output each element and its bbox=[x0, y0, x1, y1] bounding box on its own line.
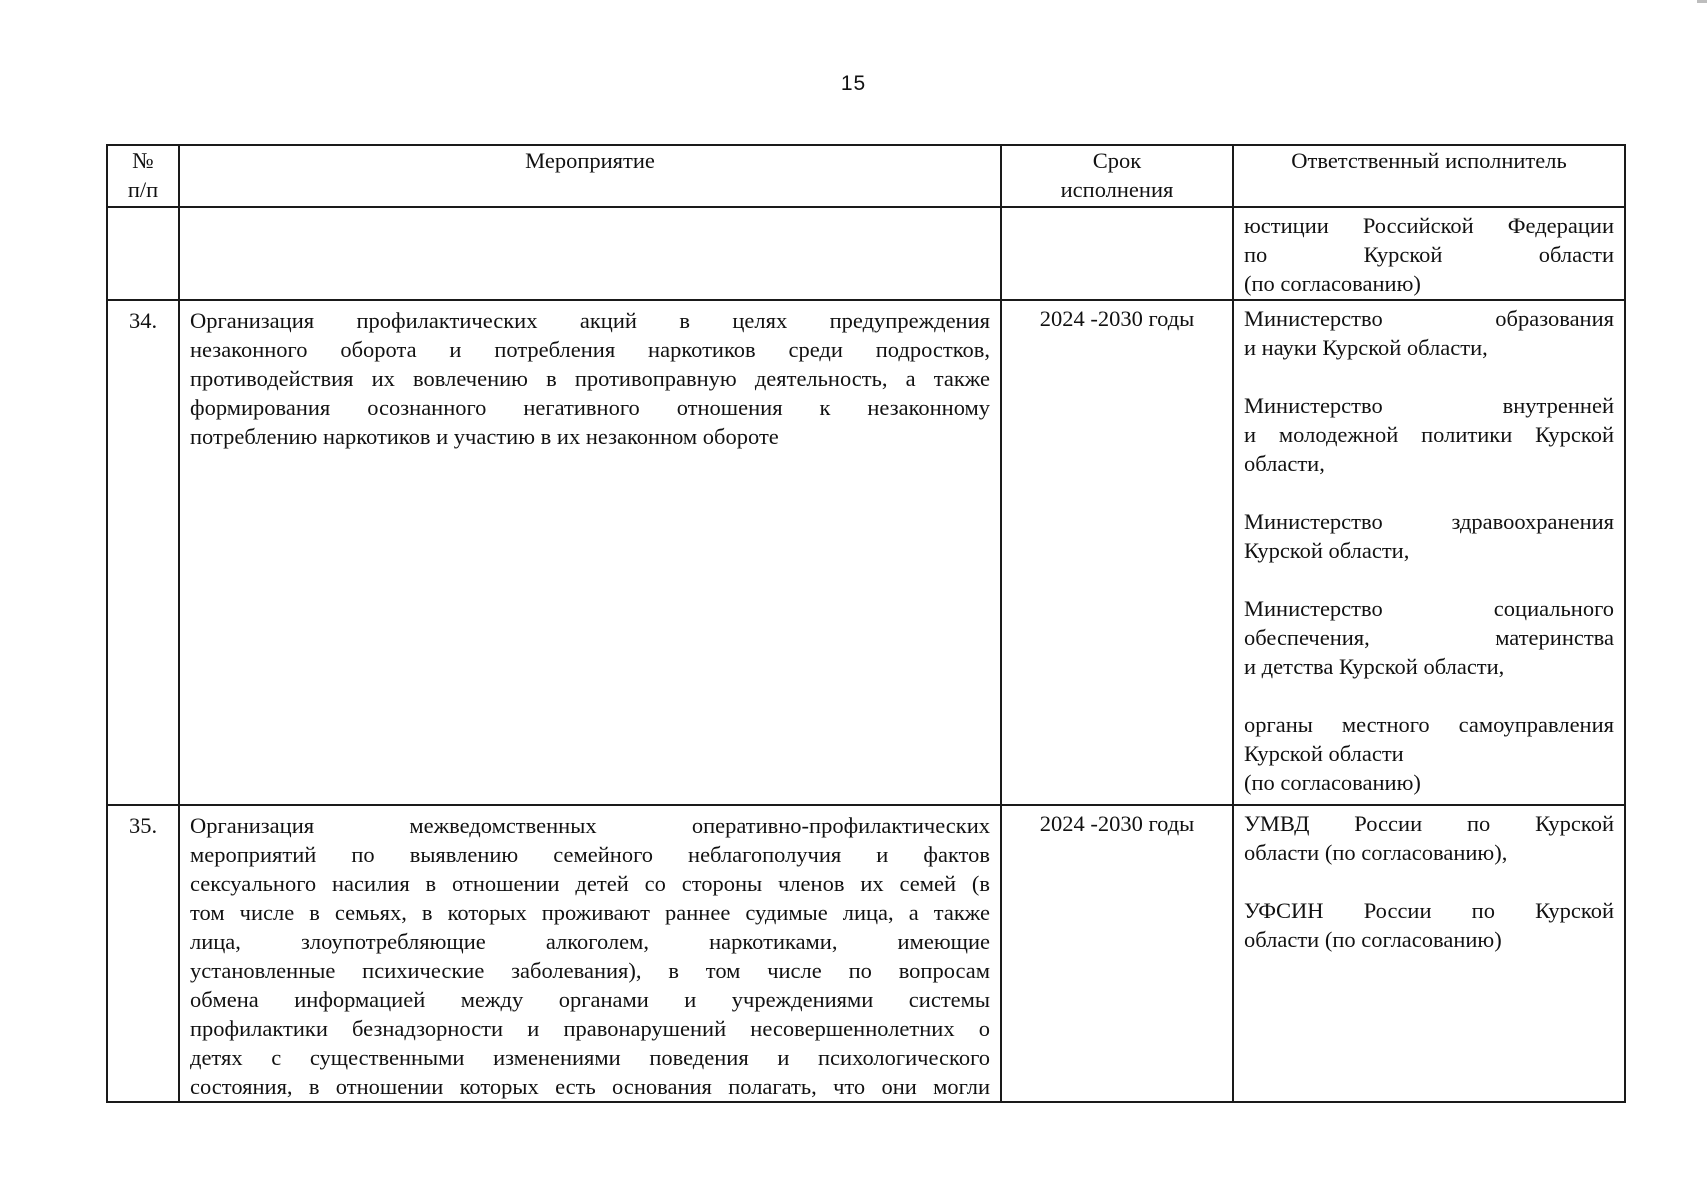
activity-plan-table bbox=[106, 144, 1626, 1103]
event-cell bbox=[179, 300, 1001, 805]
term-cell: 2024 -2030 годы bbox=[1001, 300, 1233, 805]
row-number-cell bbox=[107, 207, 179, 300]
text-line: области, bbox=[1244, 451, 1325, 476]
header-number-symbol: № bbox=[132, 148, 154, 173]
text-line: УФСИН России по Курской bbox=[1244, 898, 1614, 923]
text-line: Курской области, bbox=[1244, 538, 1410, 563]
row-number-cell: 35. bbox=[107, 805, 179, 1102]
text-line: Министерство внутренней bbox=[1244, 393, 1614, 418]
row-number-cell: 34. bbox=[107, 300, 179, 805]
text-line: противодействия их вовлечению в противоправную деятельность, а также bbox=[190, 366, 990, 391]
header-term-line1: Срок bbox=[1092, 148, 1142, 173]
table-row bbox=[107, 805, 1625, 1102]
page-number: 15 bbox=[840, 72, 867, 95]
text-line: и молодежной политики Курской bbox=[1244, 422, 1614, 447]
text-line: по Курской области bbox=[1244, 242, 1614, 267]
paragraph-gap bbox=[1244, 565, 1614, 594]
table-row bbox=[107, 300, 1625, 805]
header-event bbox=[179, 145, 1001, 207]
paragraph-gap bbox=[1244, 867, 1614, 896]
text-line: области (по согласованию) bbox=[1244, 927, 1502, 952]
text-line: (по согласованию) bbox=[1244, 770, 1421, 795]
header-term-line2: исполнения bbox=[1060, 177, 1174, 202]
text-line: мероприятий по выявлению семейного неблагополучия и фактов bbox=[190, 842, 990, 867]
text-line: обмена информацией между органами и учреждениями системы bbox=[190, 987, 990, 1012]
header-responsible-label: Ответственный исполнитель bbox=[1291, 148, 1567, 173]
text-line: профилактики безнадзорности и правонарушений несовершеннолетних о bbox=[190, 1016, 990, 1041]
text-line: Министерство образования bbox=[1244, 306, 1614, 331]
scan-corner-mark bbox=[1697, 0, 1707, 3]
text-line: органы местного самоуправления bbox=[1244, 712, 1614, 737]
text-line: и детства Курской области, bbox=[1244, 654, 1505, 679]
term-cell bbox=[1001, 207, 1233, 300]
text-line: сексуального насилия в отношении детей со стороны членов их семей (в bbox=[190, 871, 990, 896]
header-event-label: Мероприятие bbox=[525, 148, 655, 173]
text-line: Курской области bbox=[1244, 741, 1404, 766]
term-cell: 2024 -2030 годы bbox=[1001, 805, 1233, 1102]
text-line: детях с существенными изменениями поведения и психологического bbox=[190, 1045, 990, 1070]
table-row bbox=[107, 207, 1625, 300]
text-line: потреблению наркотиков и участию в их незаконном обороте bbox=[190, 424, 779, 449]
text-line: области (по согласованию), bbox=[1244, 840, 1508, 865]
paragraph-gap bbox=[1244, 362, 1614, 391]
text-line: обеспечения, материнства bbox=[1244, 625, 1614, 650]
responsible-cell bbox=[1233, 300, 1625, 805]
text-line: Организация межведомственных оперативно-профилактических bbox=[190, 813, 990, 838]
event-cell bbox=[179, 207, 1001, 300]
paragraph-gap bbox=[1244, 681, 1614, 710]
paragraph-gap bbox=[1244, 478, 1614, 507]
text-line: состояния, в отношении которых есть основания полагать, что они могли bbox=[190, 1074, 990, 1099]
text-line: установленные психические заболевания), в том числе по вопросам bbox=[190, 958, 990, 983]
text-line: Министерство социального bbox=[1244, 596, 1614, 621]
text-line: том числе в семьях, в которых проживают раннее судимые лица, а также bbox=[190, 900, 990, 925]
header-term bbox=[1001, 145, 1233, 207]
text-line: (по согласованию) bbox=[1244, 271, 1421, 296]
text-line: Организация профилактических акций в целях предупреждения bbox=[190, 308, 990, 333]
text-line: и науки Курской области, bbox=[1244, 335, 1488, 360]
responsible-cell bbox=[1233, 207, 1625, 300]
text-line: Министерство здравоохранения bbox=[1244, 509, 1614, 534]
header-number bbox=[107, 145, 179, 207]
header-responsible bbox=[1233, 145, 1625, 207]
text-line: лица, злоупотребляющие алкоголем, наркотиками, имеющие bbox=[190, 929, 990, 954]
text-line: формирования осознанного негативного отношения к незаконному bbox=[190, 395, 990, 420]
text-line: УМВД России по Курской bbox=[1244, 811, 1614, 836]
text-line: юстиции Российской Федерации bbox=[1244, 213, 1614, 238]
text-line: незаконного оборота и потребления наркотиков среди подростков, bbox=[190, 337, 990, 362]
responsible-cell bbox=[1233, 805, 1625, 1102]
event-cell bbox=[179, 805, 1001, 1102]
header-number-abbr: п/п bbox=[127, 177, 159, 202]
table-header-row bbox=[107, 145, 1625, 207]
